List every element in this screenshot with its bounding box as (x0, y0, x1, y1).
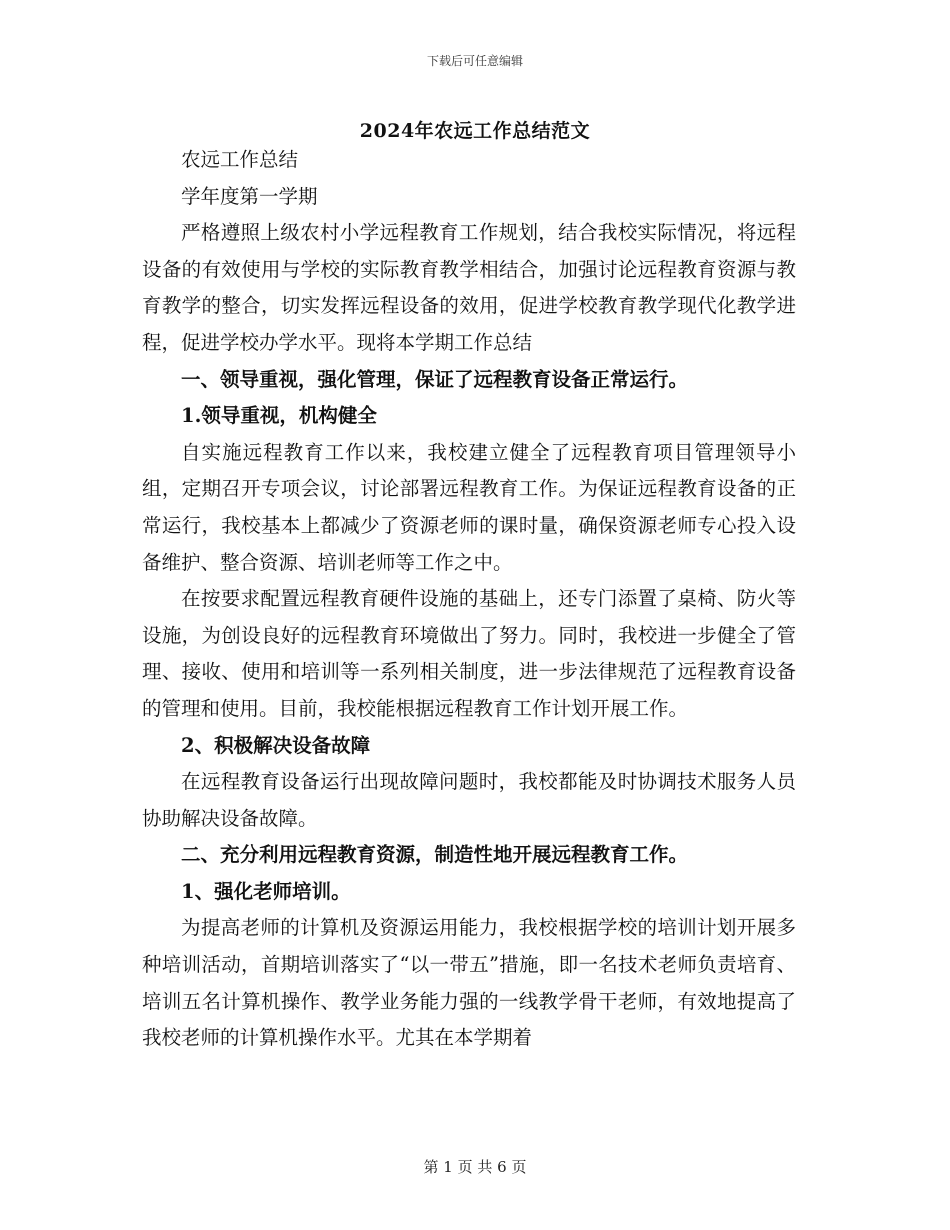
subsection-heading: 1、强化老师培训。 (181, 879, 351, 903)
header-note: 下载后可任意编辑 (426, 54, 523, 68)
paragraph: 在远程教育设备运行出现故障问题时，我校都能及时协调技术服务人员协助解决设备故障。 (142, 770, 796, 830)
document-title: 2024年农远工作总结范文 (359, 120, 591, 142)
paragraph: 严格遵照上级农村小学远程教育工作规划，结合我校实际情况，将远程设备的有效使用与学校的实际教育教学相结合，加强讨论远程教育资源与教育教学的整合，切实发挥远程设备的效用，促进学校教育教学现代化教学进程，促进学校办学水平。现将本学期工作总结 (142, 221, 796, 354)
paragraph: 自实施远程教育工作以来，我校建立健全了远程教育项目管理领导小组，定期召开专项会议，讨论部署远程教育工作。为保证远程教育设备的正常运行，我校基本上都减少了资源老师的课时量，确保资源老师专心投入设备维护、整合资源、培训老师等工作之中。 (142, 440, 796, 574)
paragraph: 农远工作总结 (181, 148, 299, 171)
section-heading: 一、领导重视，强化管理，保证了远程教育设备正常运行。 (181, 367, 689, 391)
subsection-heading: 1.领导重视，机构健全 (181, 404, 377, 428)
document-body (142, 142, 796, 1057)
paragraph: 在按要求配置远程教育硬件设施的基础上，还专门添置了桌椅、防火等设施，为创设良好的远程教育环境做出了努力。同时，我校进一步健全了管理、接收、使用和培训等一系列相关制度，进一步法律规范了远程教育设备的管理和使用。目前，我校能根据远程教育工作计划开展工作。 (142, 587, 796, 720)
paragraph: 为提高老师的计算机及资源运用能力，我校根据学校的培训计划开展多种培训活动，首期培训落实了“以一带五”措施，即一名技术老师负责培育、培训五名计算机操作、教学业务能力强的一线教学骨干老师，有效地提高了我校老师的计算机操作水平。尤其在本学期着 (142, 916, 796, 1050)
paragraph: 学年度第一学期 (181, 184, 318, 208)
section-heading: 二、充分利用远程教育资源，制造性地开展远程教育工作。 (181, 843, 689, 867)
subsection-heading: 2、积极解决设备故障 (181, 733, 371, 757)
page-number: 第 1 页 共 6 页 (423, 1158, 527, 1176)
